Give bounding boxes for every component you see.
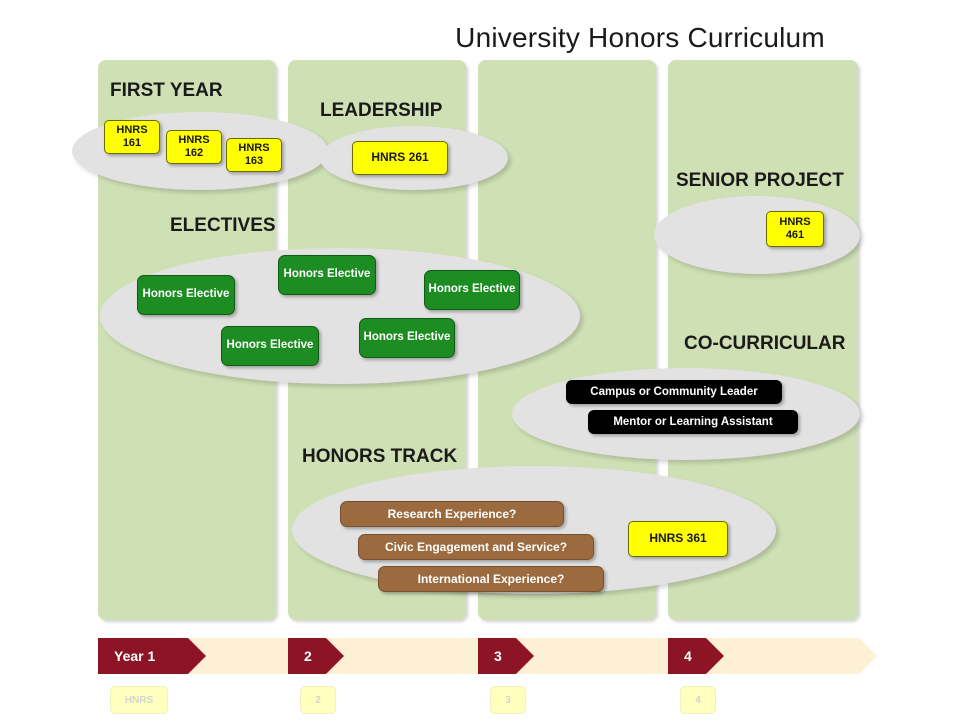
co-curricular-item-2[interactable]: Mentor or Learning Assistant xyxy=(588,410,798,434)
course-number: 461 xyxy=(785,229,805,241)
ghost-box-2: 2 xyxy=(300,686,336,714)
section-label-honors-track: HONORS TRACK xyxy=(302,446,458,467)
section-label-co-curricular: CO-CURRICULAR xyxy=(684,333,846,354)
timeline-year-label: 4 xyxy=(684,648,692,664)
timeline-year-3[interactable] xyxy=(478,638,516,674)
course-number: 162 xyxy=(184,147,204,159)
course-code: HNRS xyxy=(178,134,210,147)
page-title: University Honors Curriculum xyxy=(455,22,825,53)
elective-box-2[interactable] xyxy=(278,255,376,295)
elective-box-4[interactable] xyxy=(221,326,319,366)
course-code: HNRS xyxy=(238,142,270,155)
timeline-year-4[interactable] xyxy=(668,638,706,674)
elective-label: Honors Elective xyxy=(283,268,371,281)
honors-track-item-3[interactable]: International Experience? xyxy=(378,566,604,592)
honors-track-item-1[interactable]: Research Experience? xyxy=(340,501,564,527)
timeline-year-2[interactable] xyxy=(288,638,326,674)
elective-box-5[interactable] xyxy=(359,318,455,358)
course-code: HNRS xyxy=(779,216,811,229)
timeline-year-label: Year 1 xyxy=(114,648,156,664)
course-hnrs-461[interactable] xyxy=(766,211,824,247)
course-number: 161 xyxy=(122,137,142,149)
course-hnrs-162[interactable] xyxy=(166,130,222,164)
course-hnrs-361[interactable]: HNRS 361 xyxy=(628,521,728,557)
ghost-box-3: 3 xyxy=(490,686,526,714)
elective-label: Honors Elective xyxy=(226,339,314,352)
co-curricular-item-1[interactable]: Campus or Community Leader xyxy=(566,380,782,404)
course-hnrs-161[interactable] xyxy=(104,120,160,154)
elective-label: Honors Elective xyxy=(142,288,230,301)
elective-box-1[interactable] xyxy=(137,275,235,315)
elective-label: Honors Elective xyxy=(428,283,516,296)
honors-track-item-2[interactable]: Civic Engagement and Service? xyxy=(358,534,594,560)
elective-box-3[interactable] xyxy=(424,270,520,310)
elective-label: Honors Elective xyxy=(363,331,451,344)
senior-project-ellipse xyxy=(654,196,860,274)
section-label-first-year: FIRST YEAR xyxy=(110,80,223,101)
timeline-year-label: 2 xyxy=(304,648,312,664)
timeline-year-label: 3 xyxy=(494,648,502,664)
ghost-box-1: HNRS xyxy=(110,686,168,714)
ghost-box-4: 4 xyxy=(680,686,716,714)
section-label-senior-project: SENIOR PROJECT xyxy=(676,170,844,191)
course-hnrs-261[interactable]: HNRS 261 xyxy=(352,141,448,175)
course-hnrs-163[interactable] xyxy=(226,138,282,172)
course-number: 163 xyxy=(244,155,264,167)
section-label-leadership: LEADERSHIP xyxy=(320,100,443,121)
course-code: HNRS xyxy=(116,124,148,137)
timeline-year-1[interactable] xyxy=(98,638,188,674)
section-label-electives: ELECTIVES xyxy=(170,215,276,236)
